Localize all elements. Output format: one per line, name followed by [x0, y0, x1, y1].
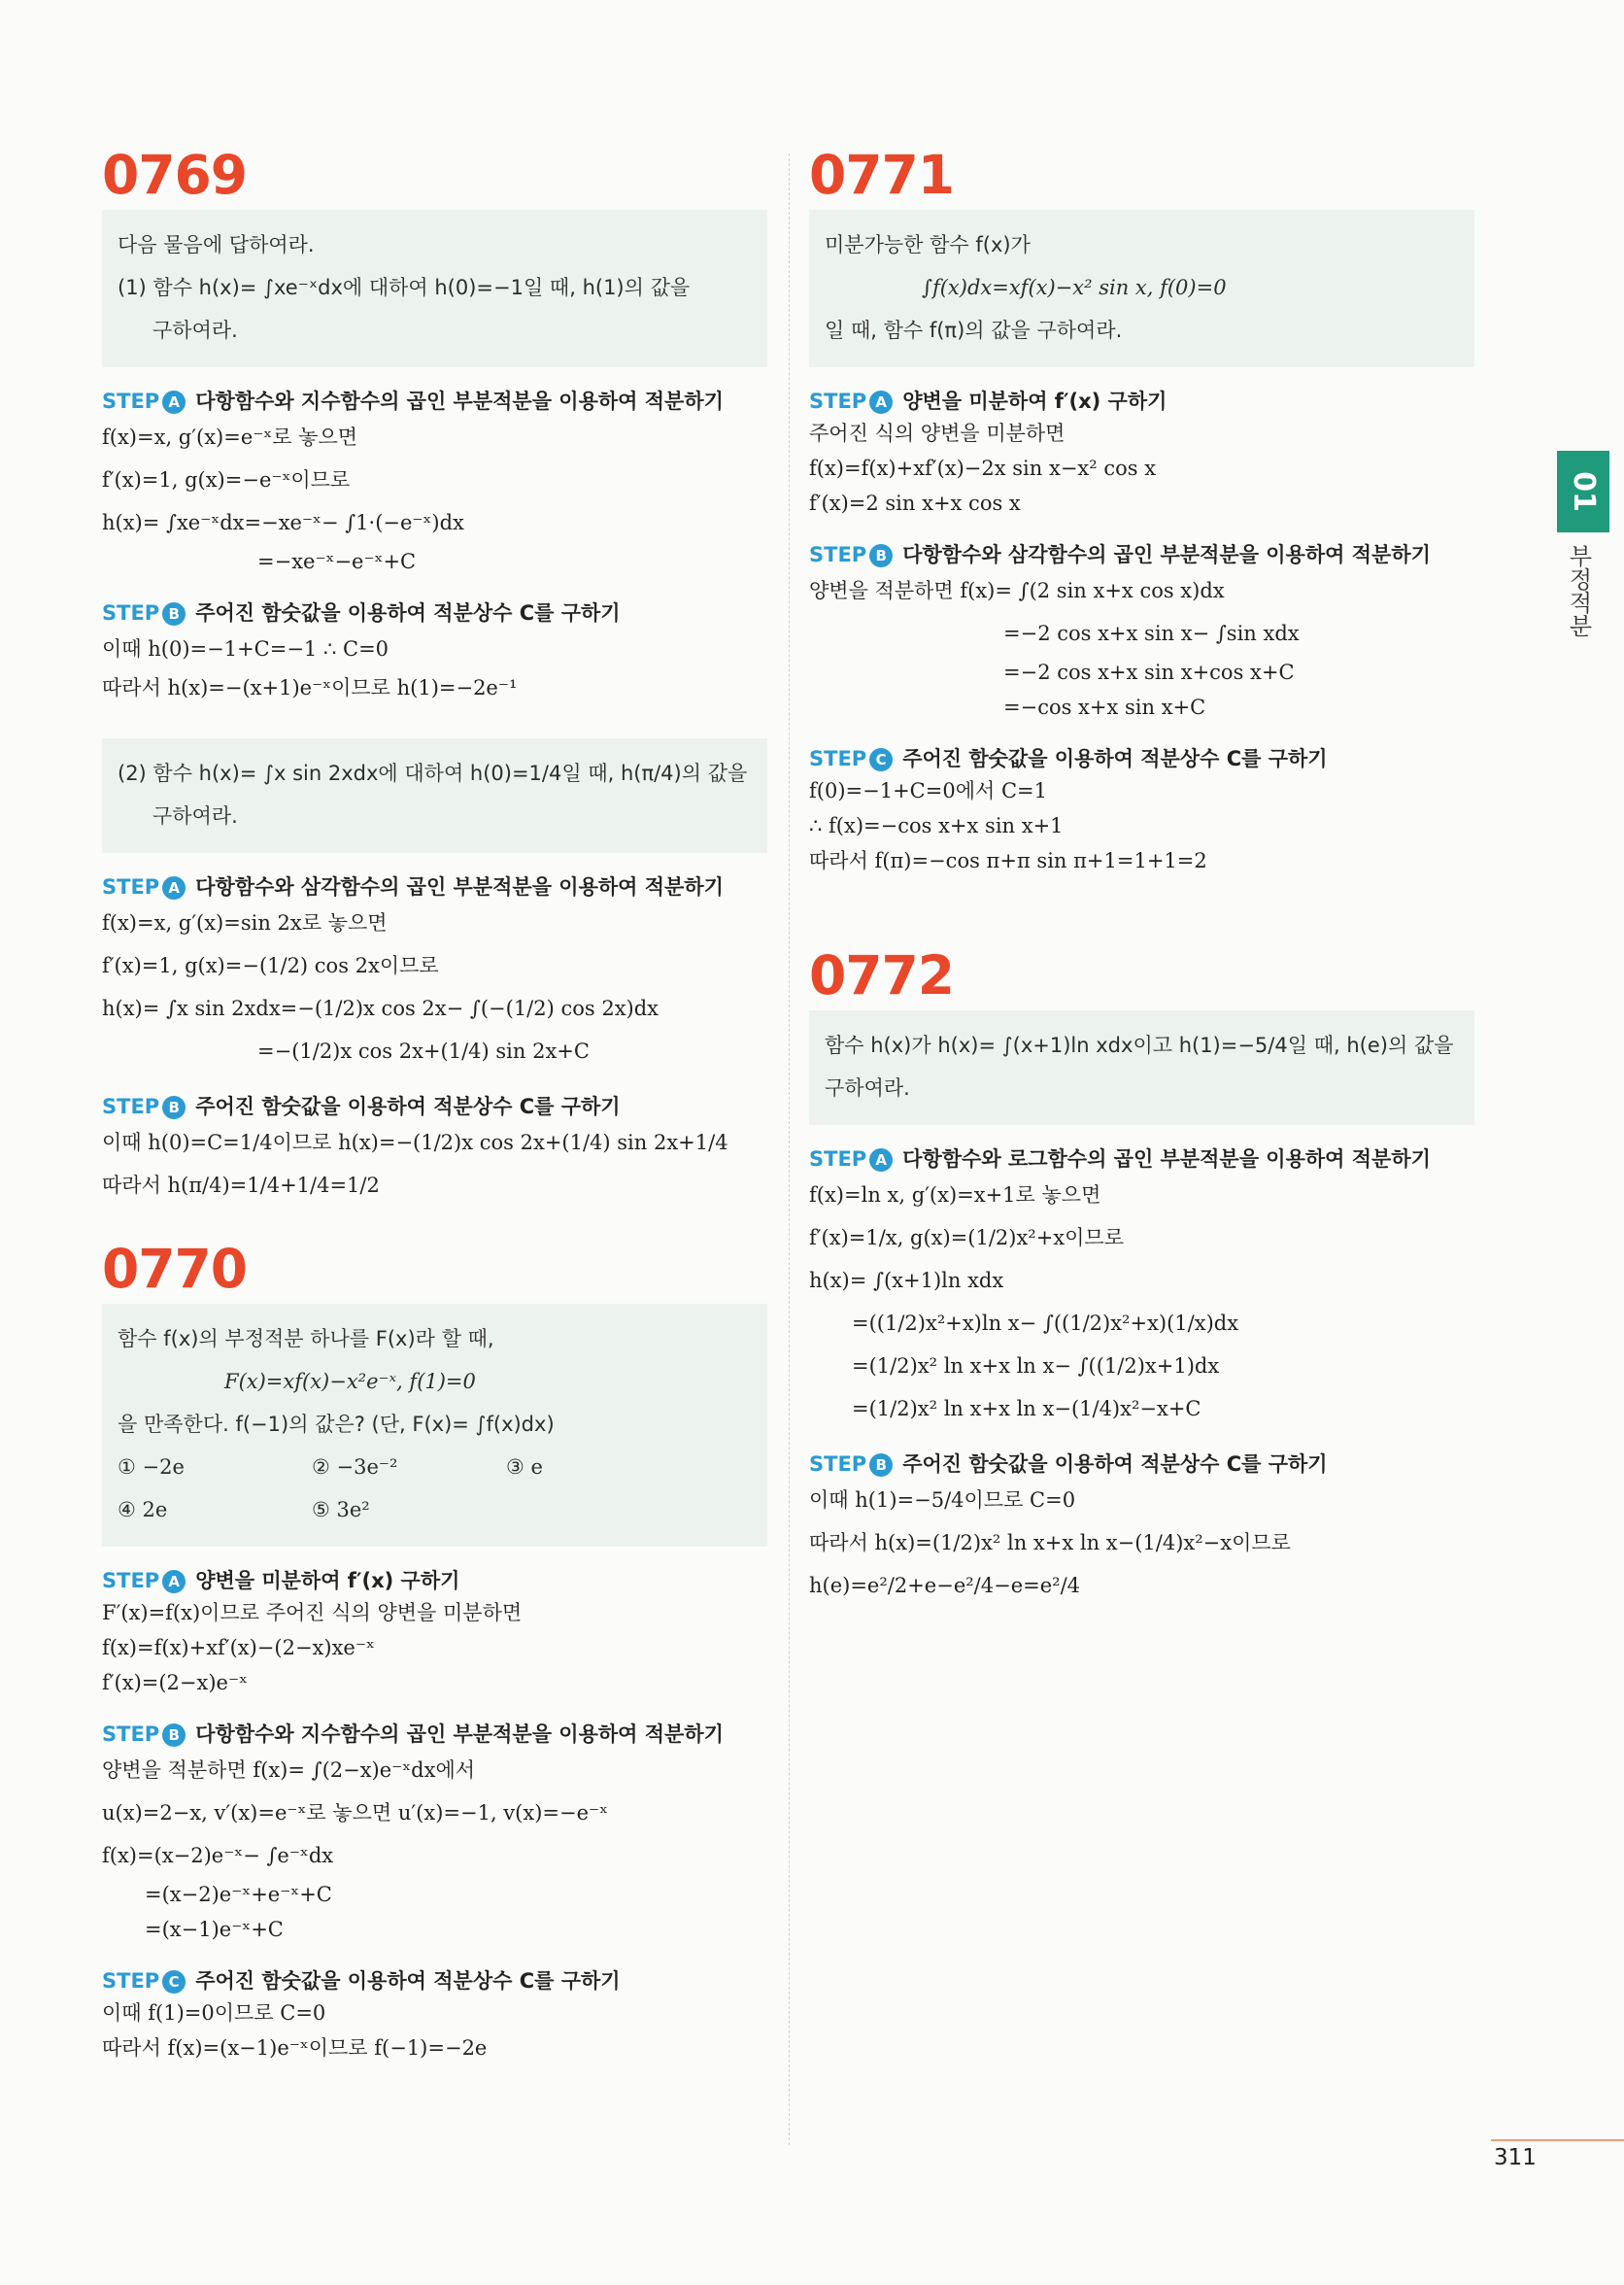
answer-option: ③ e	[506, 1455, 543, 1479]
step-badge: B	[869, 544, 893, 567]
step-badge: B	[869, 1453, 893, 1477]
chapter-tab: 01	[1557, 451, 1609, 532]
step-heading: STEP A 다항함수와 로그함수의 곱인 부분적분을 이용하여 적분하기	[809, 1147, 1431, 1171]
answer-options	[118, 1446, 752, 1531]
problem-number: 0772	[809, 944, 955, 1006]
step-heading: STEP A 양변을 미분하여 f′(x) 구하기	[102, 1569, 460, 1592]
solution-line: =((1/2)x²+x)ln x− ∫((1/2)x²+x)(1/x)dx	[852, 1312, 1239, 1335]
question-text: (2) 함수 h(x)= ∫x sin 2xdx에 대하여 h(0)=1/4일 때, h(π/4)의 값을	[118, 762, 748, 785]
folio-rule	[1491, 2139, 1624, 2141]
question-box	[809, 1010, 1474, 1125]
solution-line: f(x)=x, g′(x)=e⁻ˣ로 놓으면	[102, 426, 358, 449]
solution-line: h(e)=e²/2+e−e²/4−e=e²/4	[809, 1574, 1081, 1597]
step-heading: STEP B 주어진 함숫값을 이용하여 적분상수 C를 구하기	[102, 1095, 621, 1118]
solution-line: =(1/2)x² ln x+x ln x− ∫((1/2)x+1)dx	[852, 1354, 1220, 1378]
question-box	[809, 210, 1474, 367]
question-text: 함수 f(x)의 부정적분 하나를 F(x)라 할 때,	[118, 1327, 494, 1350]
solution-line: =−cos x+x sin x+C	[1003, 696, 1206, 719]
solution-line: f(x)=f(x)+xf′(x)−2x sin x−x² cos x	[809, 457, 1157, 480]
solution-line: f′(x)=1/x, g(x)=(1/2)x²+x이므로	[809, 1226, 1125, 1249]
solution-line: f′(x)=1, g(x)=−(1/2) cos 2x이므로	[102, 954, 439, 977]
step-badge: A	[869, 391, 893, 414]
problem-number: 0770	[102, 1238, 248, 1300]
step-badge: C	[869, 748, 893, 771]
step-badge: A	[162, 876, 186, 900]
solution-line: 따라서 f(π)=−cos π+π sin π+1=1+1=2	[809, 849, 1207, 872]
solution-line: f(x)=ln x, g′(x)=x+1로 놓으면	[809, 1183, 1101, 1207]
step-heading: STEP A 양변을 미분하여 f′(x) 구하기	[809, 390, 1167, 413]
step-badge: A	[162, 1570, 186, 1593]
solution-line: 따라서 h(π/4)=1/4+1/4=1/2	[102, 1174, 380, 1197]
solution-line: h(x)= ∫x sin 2xdx=−(1/2)x cos 2x− ∫(−(1/2) cos 2x)dx	[102, 997, 660, 1020]
solution-line: u(x)=2−x, v′(x)=e⁻ˣ로 놓으면 u′(x)=−1, v(x)=−e⁻ˣ	[102, 1801, 608, 1825]
solution-line: 이때 h(1)=−5/4이므로 C=0	[809, 1488, 1076, 1512]
answer-option: ⑤ 3e²	[312, 1498, 370, 1521]
solution-line: h(x)= ∫(x+1)ln xdx	[809, 1269, 1004, 1292]
solution-line: 따라서 f(x)=(x−1)e⁻ˣ이므로 f(−1)=−2e	[102, 2036, 488, 2060]
answer-option: ① −2e	[118, 1455, 185, 1479]
step-heading: STEP B 다항함수와 삼각함수의 곱인 부분적분을 이용하여 적분하기	[809, 543, 1431, 566]
solution-line: f′(x)=(2−x)e⁻ˣ	[102, 1671, 248, 1694]
step-heading: STEP A 다항함수와 지수함수의 곱인 부분적분을 이용하여 적분하기	[102, 390, 724, 413]
question-box	[102, 210, 767, 367]
question-text: 다음 물음에 답하여라.	[118, 233, 315, 256]
question-equation: ∫f(x)dx=xf(x)−x² sin x, f(0)=0	[922, 276, 1227, 299]
step-heading: STEP B 주어진 함숫값을 이용하여 적분상수 C를 구하기	[102, 601, 621, 625]
question-text: 구하여라.	[152, 319, 238, 342]
step-badge: B	[162, 1723, 186, 1747]
problem-number: 0769	[102, 144, 248, 206]
question-text: 일 때, 함수 f(π)의 값을 구하여라.	[825, 319, 1123, 342]
step-heading: STEP A 다항함수와 삼각함수의 곱인 부분적분을 이용하여 적분하기	[102, 875, 724, 899]
solution-line: f(x)=f(x)+xf′(x)−(2−x)xe⁻ˣ	[102, 1636, 375, 1659]
solution-line: 양변을 적분하면 f(x)= ∫(2−x)e⁻ˣdx에서	[102, 1758, 476, 1782]
question-box	[102, 738, 767, 853]
solution-line: f′(x)=1, g(x)=−e⁻ˣ이므로	[102, 468, 351, 492]
step-badge: A	[869, 1148, 893, 1172]
solution-line: 이때 h(0)=−1+C=−1 ∴ C=0	[102, 637, 389, 661]
question-text: 구하여라.	[825, 1076, 910, 1100]
solution-line: =−2 cos x+x sin x+cos x+C	[1003, 661, 1295, 684]
solution-line: =−2 cos x+x sin x− ∫sin xdx	[1003, 622, 1300, 645]
answer-option: ② −3e⁻²	[312, 1455, 398, 1479]
solution-line: =−(1/2)x cos 2x+(1/4) sin 2x+C	[257, 1040, 590, 1063]
solution-line: f′(x)=2 sin x+x cos x	[809, 492, 1021, 515]
question-text: (1) 함수 h(x)= ∫xe⁻ˣdx에 대하여 h(0)=−1일 때, h(1)의 값을	[118, 276, 691, 299]
question-text: 함수 h(x)가 h(x)= ∫(x+1)ln xdx이고 h(1)=−5/4일 때, h(e)의 값을	[825, 1034, 1454, 1057]
right-column	[809, 146, 1474, 1607]
page-number: 311	[1494, 2145, 1537, 2170]
step-heading: STEP C 주어진 함숫값을 이용하여 적분상수 C를 구하기	[102, 1969, 621, 1993]
step-badge: B	[162, 1096, 186, 1119]
step-heading: STEP B 다항함수와 지수함수의 곱인 부분적분을 이용하여 적분하기	[102, 1722, 724, 1746]
answer-option: ④ 2e	[118, 1498, 168, 1521]
solution-line: f(0)=−1+C=0에서 C=1	[809, 779, 1047, 802]
solution-line: F′(x)=f(x)이므로 주어진 식의 양변을 미분하면	[102, 1601, 523, 1624]
step-badge: C	[162, 1970, 186, 1994]
solution-line: f(x)=x, g′(x)=sin 2x로 놓으면	[102, 911, 388, 935]
solution-line: ∴ f(x)=−cos x+x sin x+1	[809, 814, 1064, 837]
solution-line: =(1/2)x² ln x+x ln x−(1/4)x²−x+C	[852, 1397, 1201, 1420]
solution-line: 따라서 h(x)=−(x+1)e⁻ˣ이므로 h(1)=−2e⁻¹	[102, 676, 518, 699]
step-heading: STEP C 주어진 함숫값을 이용하여 적분상수 C를 구하기	[809, 747, 1328, 770]
solution-line: f(x)=(x−2)e⁻ˣ− ∫e⁻ˣdx	[102, 1844, 334, 1867]
left-column	[102, 146, 767, 2065]
solution-line: 주어진 식의 양변을 미분하면	[809, 422, 1066, 445]
solution-line: 이때 f(1)=0이므로 C=0	[102, 2001, 326, 2025]
step-badge: A	[162, 391, 186, 414]
solution-line: =−xe⁻ˣ−e⁻ˣ+C	[257, 550, 417, 573]
column-divider	[789, 153, 790, 2145]
solution-line: =(x−2)e⁻ˣ+e⁻ˣ+C	[145, 1883, 332, 1906]
step-heading: STEP B 주어진 함숫값을 이용하여 적분상수 C를 구하기	[809, 1452, 1328, 1476]
step-badge: B	[162, 602, 186, 626]
solution-line: =(x−1)e⁻ˣ+C	[145, 1918, 284, 1941]
solution-line: 따라서 h(x)=(1/2)x² ln x+x ln x−(1/4)x²−x이므로	[809, 1531, 1291, 1554]
problem-number: 0771	[809, 144, 955, 206]
question-text: 을 만족한다. f(−1)의 값은? (단, F(x)= ∫f(x)dx)	[118, 1413, 555, 1436]
solution-line: 이때 h(0)=C=1/4이므로 h(x)=−(1/2)x cos 2x+(1/4) sin 2x+1/4	[102, 1131, 728, 1154]
question-text: 미분가능한 함수 f(x)가	[825, 233, 1031, 256]
question-box	[102, 1304, 767, 1547]
chapter-title: 부정적분	[1565, 544, 1592, 637]
question-equation: F(x)=xf(x)−x²e⁻ˣ, f(1)=0	[224, 1370, 476, 1393]
solution-line: h(x)= ∫xe⁻ˣdx=−xe⁻ˣ− ∫1·(−e⁻ˣ)dx	[102, 511, 464, 534]
question-text: 구하여라.	[152, 804, 238, 828]
solution-line: 양변을 적분하면 f(x)= ∫(2 sin x+x cos x)dx	[809, 579, 1225, 602]
